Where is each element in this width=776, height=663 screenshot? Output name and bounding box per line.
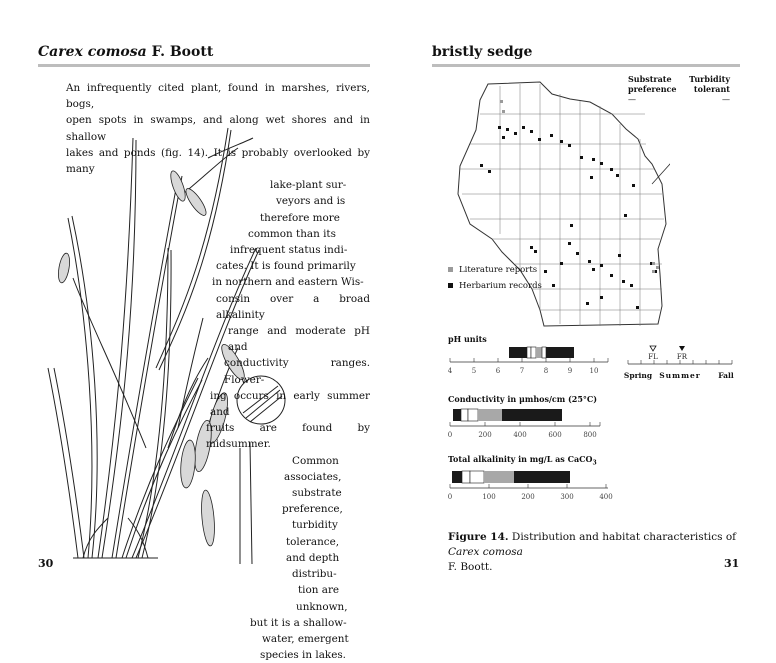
conductivity-range-bar [453,409,562,421]
alkalinity-chart-title [448,454,597,467]
caption-species: Carex comosa [448,546,523,558]
herbarium-record-marker [600,296,603,299]
herbarium-record-marker [480,164,483,167]
herbarium-record-marker [636,306,639,309]
literature-report-marker [502,110,505,113]
herbarium-record-marker [630,284,633,287]
ph-tick-label: 8 [543,367,549,375]
alkalinity-title-subscript: 3 [592,459,597,467]
literature-report-marker [652,262,655,265]
herbarium-record-marker [568,242,571,245]
body-line: fruits are found by midsummer. [206,422,370,451]
literature-report-marker [652,270,655,273]
body-line: conductivity ranges. Flower- [224,357,370,386]
phenology-chart [624,342,740,382]
fall-label: Fall [718,371,734,380]
body-line: tion are [298,584,340,597]
herbarium-record-marker [576,252,579,255]
body-line: open spots in swamps, and along wet shores and in shallow [66,114,370,143]
herbarium-record-marker [552,284,555,287]
turbidity-label-line2: tolerant [693,84,730,94]
herbarium-record-marker [568,144,571,147]
herbarium-record-marker [600,162,603,165]
ph-tick-label: 10 [589,367,599,375]
literature-marker-icon [448,267,453,272]
herbarium-record-marker [590,176,593,179]
right-header-rule [432,64,740,67]
herbarium-record-marker [610,168,613,171]
body-line: lake-plant sur- [270,179,347,192]
body-line: ing occurs in early summer and [210,389,370,419]
herbarium-record-marker [538,138,541,141]
alkalinity-tick-label: 400 [599,493,613,501]
alkalinity-tick-label: 100 [482,493,496,501]
caption-author: F. Boott. [448,561,493,573]
alkalinity-tick-label: 200 [521,493,535,501]
turbidity-label-line1: Turbidity [689,74,730,84]
herbarium-record-marker [544,270,547,273]
flowering-marker-icon [650,346,656,351]
caption-text: Distribution and habitat characteristics of [511,531,737,543]
body-line: in northern and eastern Wis- [212,276,364,289]
ph-tick-label: 5 [471,367,477,375]
ph-axis-ticks [450,358,608,362]
left-header-rule [38,64,370,67]
figure-caption [448,530,740,575]
body-line: substrate [292,487,342,500]
ph-chart-title: pH units [448,334,487,344]
alkalinity-range-bar [452,471,570,483]
alkalinity-tick-label: 0 [448,493,453,501]
herbarium-record-marker [560,140,563,143]
legend-literature-row [448,262,542,278]
herbarium-record-marker [550,134,553,137]
fl-label: FL [648,353,658,361]
body-line: infrequent status indi- [230,244,348,257]
body-line: lakes and ponds (fig. 14). It is probably overlooked by many [66,146,370,176]
conductivity-chart-title: Conductivity in μmhos/cm (25°C) [448,394,598,404]
herbarium-record-marker [570,224,573,227]
herbarium-record-marker [530,246,533,249]
body-line: cates. It is found primarily [216,260,356,273]
herbarium-record-marker [618,254,621,257]
body-line: veyors and is [276,195,346,208]
herbarium-record-marker [588,260,591,263]
ph-tick-label: 9 [567,367,573,375]
spring-label: Spring [624,371,653,380]
herbarium-record-marker [632,184,635,187]
conductivity-tick-label: 0 [448,431,453,439]
herbarium-record-marker [534,250,537,253]
conductivity-tick-label: 600 [548,431,562,439]
caption-label: Figure 14. [448,531,509,543]
herbarium-record-marker [622,280,625,283]
substrate-label-line1: Substrate [628,74,672,84]
ph-tick-labels [448,367,598,375]
conductivity-tick-label: 400 [513,431,527,439]
map-legend [448,262,542,294]
ph-tick-label: 4 [448,367,453,375]
alkalinity-range-chart [448,466,616,502]
body-line: distribu- [292,568,337,581]
herbarium-marker-icon [448,283,453,288]
body-line: range and moderate pH and [228,325,370,354]
herbarium-record-marker [498,126,501,129]
body-line: but it is a shallow- [250,616,347,629]
conductivity-range-chart [448,404,608,440]
body-line: unknown, [296,600,348,613]
ph-tick-label: 6 [495,367,501,375]
summer-label: Summer [659,371,701,380]
common-name-header: bristly sedge [432,44,533,60]
ph-range-bar [509,347,574,358]
body-line: consin over a broad alkalinity [216,292,370,321]
substrate-label-line2: preference [628,84,677,94]
herbarium-record-marker [506,128,509,131]
herbarium-record-marker [616,174,619,177]
body-line: Common [292,454,339,467]
herbarium-record-marker [522,126,525,129]
herbarium-record-marker [502,136,505,139]
page-number-left: 30 [38,557,54,570]
herbarium-record-marker [560,262,563,265]
ph-range-chart [448,344,616,376]
herbarium-record-marker [488,170,491,173]
body-line: preference, [282,503,343,516]
body-line: water, emergent [262,632,349,645]
legend-literature-label: Literature reports [459,265,538,275]
conductivity-tick-label: 800 [583,431,597,439]
legend-herbarium-label: Herbarium records [459,281,542,291]
turbidity-tolerant-label [689,74,730,94]
header-author: F. Boott [151,44,214,60]
body-line: turbidity [292,519,338,532]
herbarium-record-marker [586,302,589,305]
herbarium-record-marker [530,130,533,133]
substrate-value: — [628,95,636,104]
body-line: and depth [286,551,340,564]
alkalinity-tick-label: 300 [560,493,574,501]
body-line: An infrequently cited plant, found in marshes, rivers, bogs, [66,82,370,111]
body-line: associates, [284,470,342,483]
ph-tick-label: 7 [519,367,525,375]
herbarium-record-marker [514,132,517,135]
literature-report-marker [656,266,659,269]
header-species-name: Carex comosa [38,44,147,60]
herbarium-record-marker [592,268,595,271]
turbidity-value: — [722,95,730,104]
body-line: therefore more [260,211,340,224]
herbarium-record-marker [610,274,613,277]
herbarium-record-marker [580,156,583,159]
fr-label: FR [676,353,688,361]
page-number-right: 31 [724,557,740,570]
body-line: common than its [248,227,336,240]
herbarium-record-marker [592,158,595,161]
conductivity-tick-label: 200 [478,431,492,439]
fruiting-marker-icon [679,346,685,351]
literature-report-marker [500,100,503,103]
legend-herbarium-row [448,278,542,294]
body-line: tolerance, [286,535,340,548]
alkalinity-title-text: Total alkalinity in mg/L as CaCO [448,454,593,464]
herbarium-record-marker [600,264,603,267]
body-line: species in lakes. [260,649,346,662]
herbarium-record-marker [624,214,627,217]
body-paragraph [38,80,370,663]
left-page-header [38,44,213,60]
